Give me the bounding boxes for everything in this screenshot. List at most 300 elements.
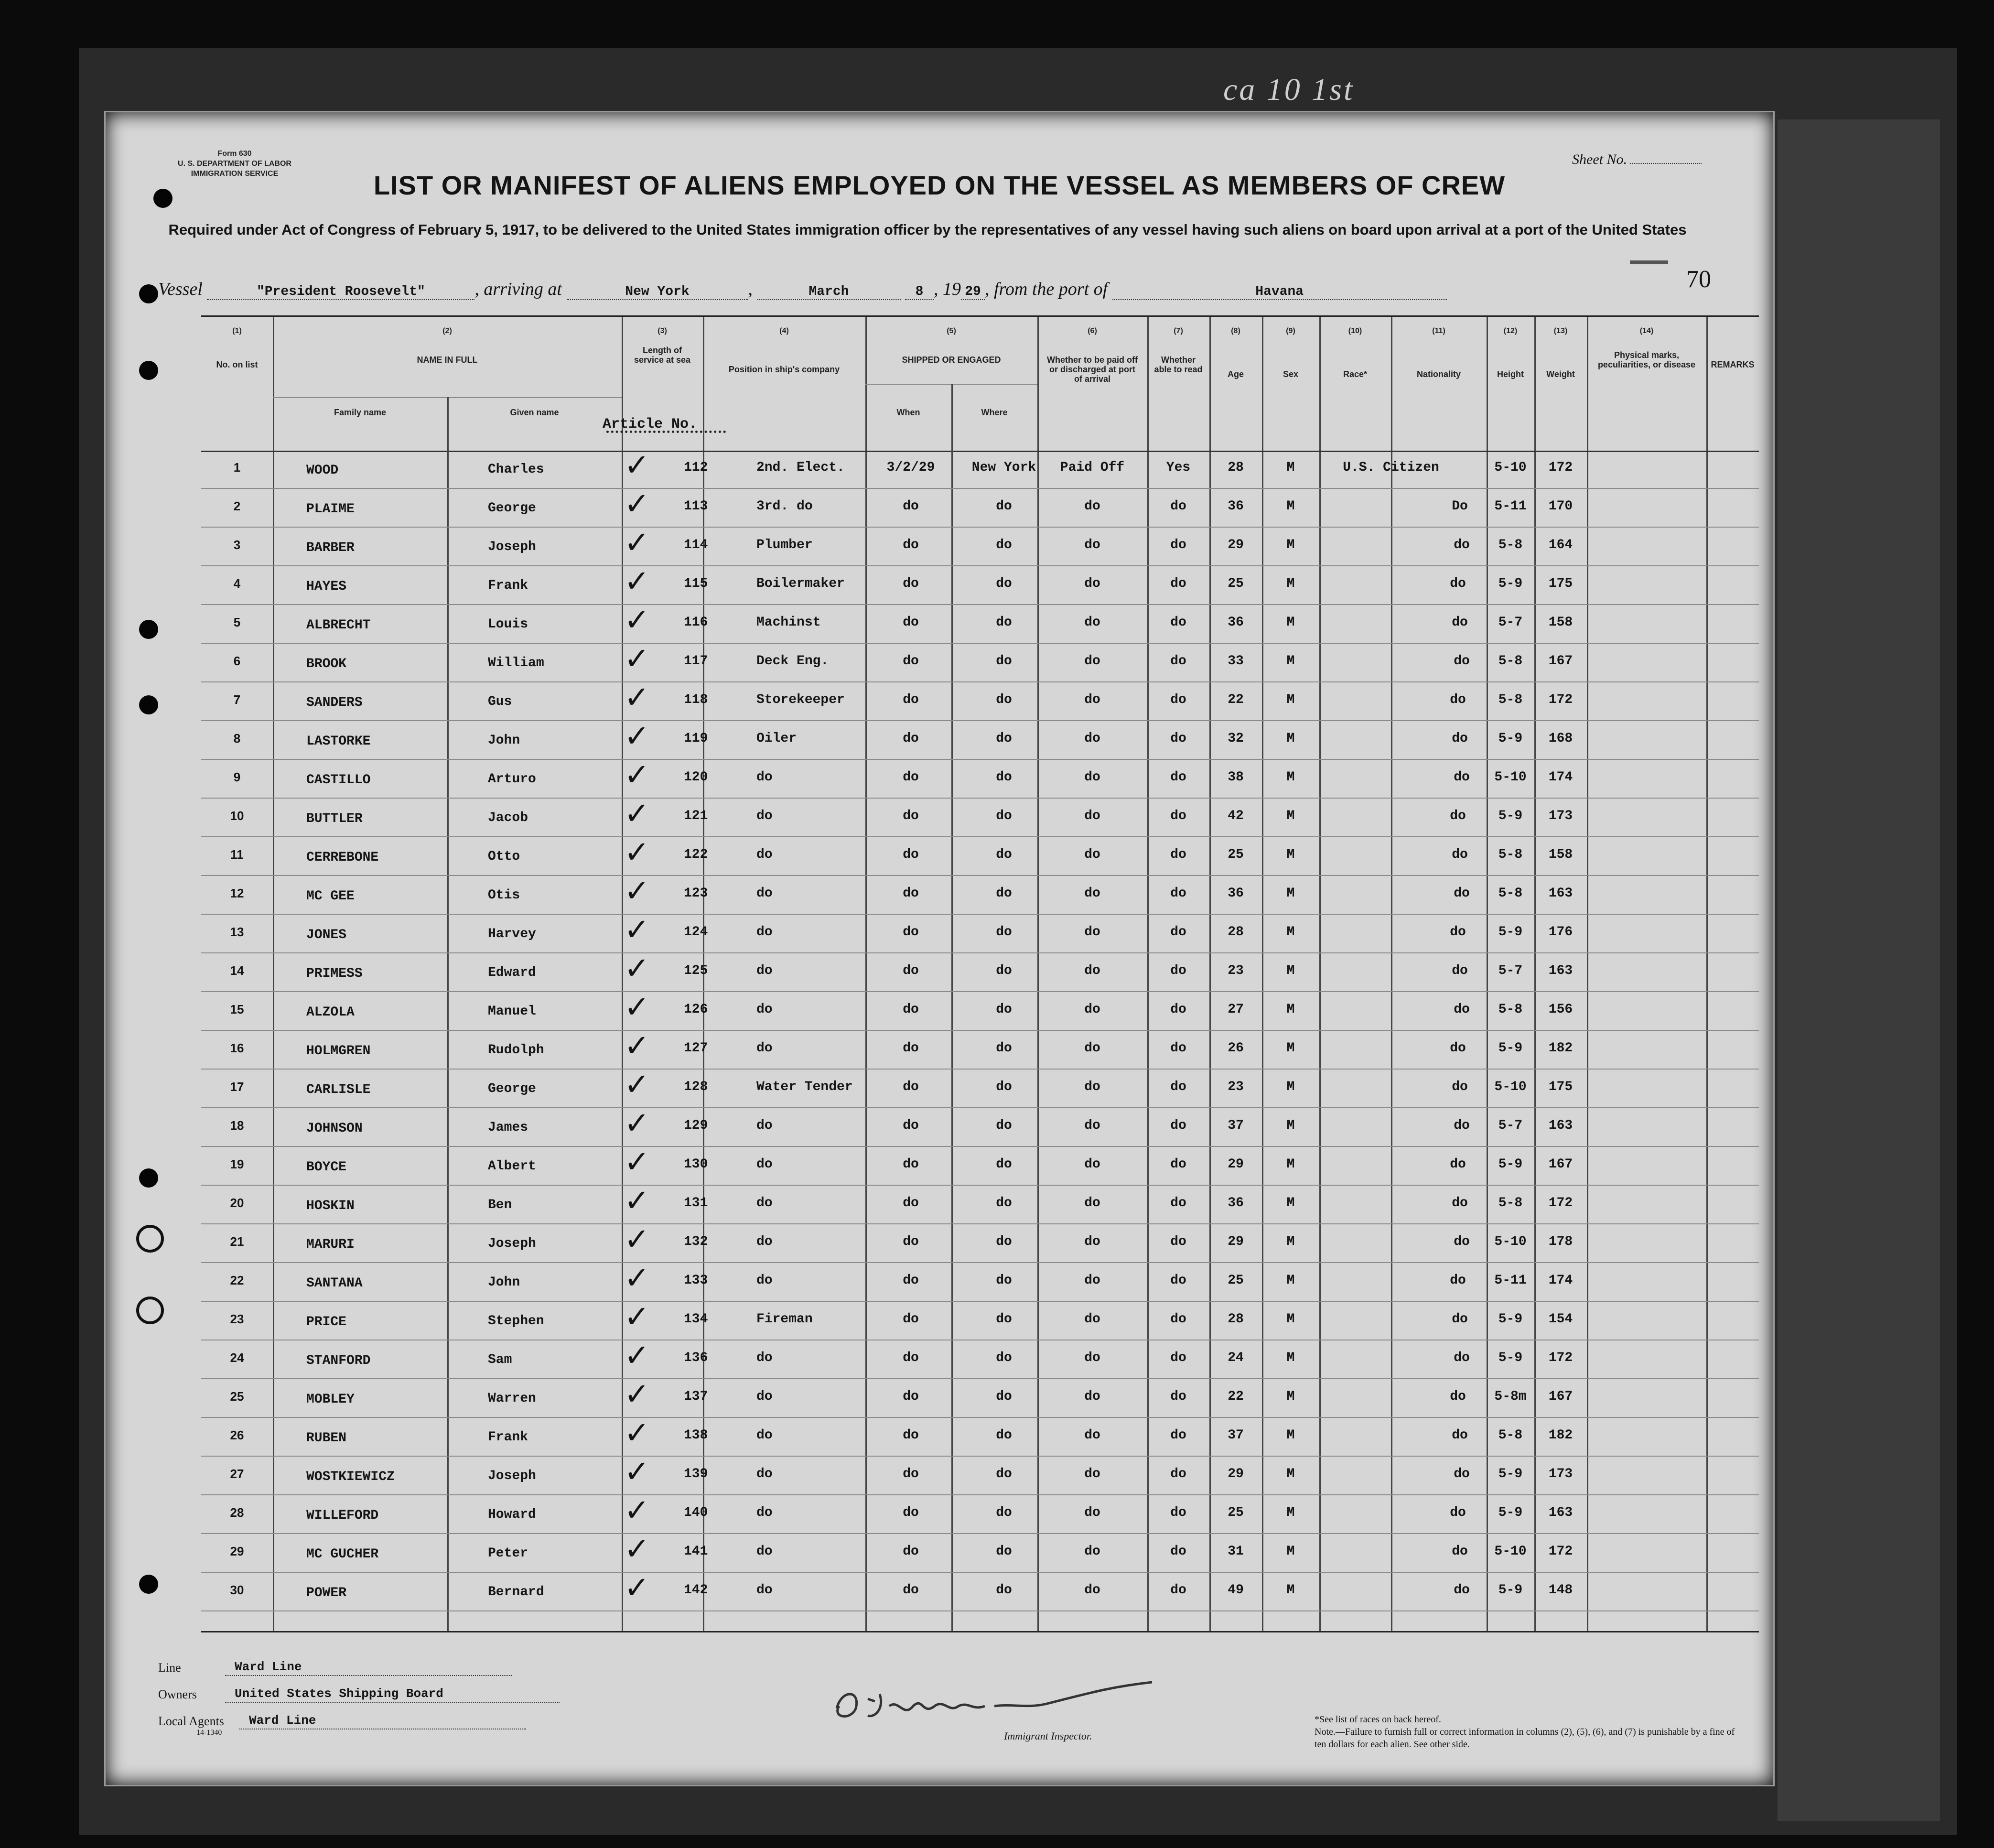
table-row: [201, 835, 1759, 876]
age-cell: 22: [1228, 1389, 1244, 1404]
vessel-label: Vessel: [158, 279, 203, 299]
height-cell: 5-10: [1494, 1234, 1527, 1249]
sheet-number: [1572, 151, 1702, 168]
age-cell: 37: [1228, 1118, 1244, 1133]
sex-cell: M: [1286, 1196, 1295, 1210]
nationality-cell: do: [1454, 1234, 1470, 1249]
able-to-read-cell: do: [1170, 1002, 1186, 1017]
nationality-cell: do: [1452, 1080, 1468, 1094]
table-row: [201, 525, 1759, 566]
row-rule: [201, 1456, 1759, 1457]
given-name-cell: Gus: [488, 694, 512, 709]
shipped-when-cell: do: [903, 1312, 919, 1327]
family-name-header: Family name: [334, 408, 387, 417]
age-cell: 36: [1228, 1196, 1244, 1210]
shipped-when-cell: do: [903, 1118, 919, 1133]
family-name-cell: WOOD: [306, 463, 339, 478]
col2-header: NAME IN FULL: [417, 355, 478, 365]
sex-cell: M: [1286, 654, 1295, 669]
height-cell: 5-10: [1494, 770, 1527, 785]
line-value: Ward Line: [225, 1660, 512, 1676]
paid-off-cell: do: [1084, 847, 1100, 862]
nationality-cell: do: [1450, 692, 1466, 707]
shipped-where-cell: do: [996, 1505, 1012, 1520]
height-cell: 5-9: [1498, 1467, 1523, 1481]
table-row: [201, 448, 1759, 489]
position-cell: do: [756, 1351, 773, 1365]
shipped-when-cell: do: [903, 925, 919, 940]
weight-cell: 172: [1548, 1544, 1573, 1559]
punch-hole-ring: [136, 1225, 164, 1253]
check-mark-icon: ✓: [624, 1299, 650, 1335]
row-rule: [201, 1610, 1759, 1611]
from-port: Havana: [1112, 284, 1447, 300]
row-number-cell: 1: [233, 460, 241, 475]
able-to-read-cell: do: [1170, 1389, 1186, 1404]
able-to-read-cell: do: [1170, 538, 1186, 552]
able-to-read-cell: do: [1170, 1467, 1186, 1481]
paid-off-cell: do: [1084, 1351, 1100, 1365]
given-name-cell: Albert: [488, 1159, 536, 1174]
age-cell: 32: [1228, 731, 1244, 746]
table-row: [201, 1183, 1759, 1224]
able-to-read-cell: do: [1170, 1118, 1186, 1133]
position-cell: do: [756, 1002, 773, 1017]
sex-cell: M: [1286, 1428, 1295, 1443]
from-label: , from the port of: [985, 279, 1108, 299]
weight-cell: 168: [1548, 731, 1573, 746]
height-cell: 5-9: [1498, 1157, 1523, 1172]
table-row: [201, 876, 1759, 915]
able-to-read-cell: Yes: [1166, 460, 1191, 475]
sheet-number-blank: [1630, 163, 1702, 164]
check-mark-icon: ✓: [624, 1532, 650, 1567]
nationality-cell: do: [1452, 1428, 1468, 1443]
age-cell: 27: [1228, 1002, 1244, 1017]
height-cell: 5-9: [1498, 1583, 1523, 1598]
able-to-read-cell: do: [1170, 925, 1186, 940]
punch-hole: [139, 361, 158, 380]
given-name-cell: Joseph: [488, 540, 536, 554]
shipped-when-cell: do: [903, 770, 919, 785]
paid-off-cell: do: [1084, 1118, 1100, 1133]
row-rule: [201, 1223, 1759, 1224]
shipped-where-cell: do: [996, 1118, 1012, 1133]
row-number-cell: 3: [233, 538, 241, 552]
race-cell: U.S. Citizen: [1343, 460, 1439, 475]
shipped-where-cell: do: [996, 692, 1012, 707]
article-number-cell: 132: [684, 1234, 708, 1249]
height-cell: 5-8: [1498, 886, 1523, 901]
manifest-sheet: [104, 111, 1775, 1786]
col6-number: (6): [1088, 327, 1097, 335]
shipped-where-cell: do: [996, 886, 1012, 901]
age-cell: 38: [1228, 770, 1244, 785]
nationality-cell: do: [1450, 1273, 1466, 1288]
position-cell: do: [756, 886, 773, 901]
row-number-cell: 29: [230, 1544, 244, 1558]
age-cell: 36: [1228, 886, 1244, 901]
row-rule: [201, 1185, 1759, 1186]
position-cell: do: [756, 1467, 773, 1481]
article-number-cell: 127: [684, 1041, 708, 1056]
sex-cell: M: [1286, 1002, 1295, 1017]
shipped-where-cell: do: [996, 731, 1012, 746]
weight-cell: 167: [1548, 1157, 1573, 1172]
sex-cell: M: [1286, 1273, 1295, 1288]
given-name-cell: George: [488, 1081, 536, 1096]
check-mark-icon: ✓: [624, 1338, 650, 1373]
family-name-cell: STANFORD: [306, 1353, 371, 1368]
given-name-cell: Frank: [488, 578, 528, 593]
age-cell: 31: [1228, 1544, 1244, 1559]
able-to-read-cell: do: [1170, 1157, 1186, 1172]
nationality-cell: do: [1452, 615, 1468, 630]
row-number-cell: 16: [230, 1041, 244, 1055]
position-cell: do: [756, 1505, 773, 1520]
table-row: [201, 1222, 1759, 1263]
family-name-cell: ALZOLA: [306, 1005, 355, 1020]
sex-cell: M: [1286, 460, 1295, 475]
row-rule: [201, 1030, 1759, 1031]
weight-cell: 172: [1548, 1196, 1573, 1210]
department: U. S. DEPARTMENT OF LABOR: [178, 160, 291, 168]
row-rule: [201, 836, 1759, 837]
article-number-cell: 118: [684, 692, 708, 707]
able-to-read-cell: do: [1170, 847, 1186, 862]
col12-number: (12): [1503, 327, 1518, 335]
sex-cell: M: [1286, 615, 1295, 630]
nationality-cell: do: [1450, 925, 1466, 940]
given-name-cell: Otto: [488, 849, 520, 864]
page-number: [1686, 265, 1711, 293]
age-cell: 36: [1228, 615, 1244, 630]
col1-header: No. on list: [216, 360, 258, 369]
punch-hole-ring: [136, 1297, 164, 1324]
nationality-cell: do: [1452, 731, 1468, 746]
shipped-when-cell: do: [903, 1467, 919, 1481]
given-name-cell: Joseph: [488, 1469, 536, 1483]
corner-handwritten-note: ca 10 1st: [1223, 72, 1355, 107]
signature-text: D J Warner: [851, 1725, 853, 1726]
age-cell: 23: [1228, 963, 1244, 978]
form-code: 14-1340: [196, 1729, 222, 1737]
article-number-cell: 141: [684, 1544, 708, 1559]
sex-cell: M: [1286, 1080, 1295, 1094]
shipped-when-cell: do: [903, 1196, 919, 1210]
able-to-read-cell: do: [1170, 963, 1186, 978]
article-number-cell: 126: [684, 1002, 708, 1017]
nationality-cell: do: [1450, 1041, 1466, 1056]
owners-value: United States Shipping Board: [225, 1686, 560, 1703]
row-number-cell: 14: [230, 963, 244, 978]
paid-off-cell: do: [1084, 1080, 1100, 1094]
check-mark-icon: ✓: [624, 486, 650, 522]
age-cell: 29: [1228, 538, 1244, 552]
shipped-when-cell: do: [903, 1428, 919, 1443]
able-to-read-cell: do: [1170, 576, 1186, 591]
position-cell: Storekeeper: [756, 692, 845, 707]
position-cell: do: [756, 1389, 773, 1404]
row-rule: [201, 1301, 1759, 1302]
row-rule: [201, 759, 1759, 760]
punch-hole: [139, 620, 158, 639]
sex-cell: M: [1286, 886, 1295, 901]
check-mark-icon: ✓: [624, 1067, 650, 1102]
family-name-cell: PRIMESS: [306, 966, 363, 981]
agents-value: Ward Line: [239, 1713, 526, 1729]
check-mark-icon: ✓: [624, 796, 650, 832]
row-number-cell: 17: [230, 1080, 244, 1094]
family-name-cell: BOYCE: [306, 1160, 347, 1175]
table-row: [201, 1418, 1759, 1457]
age-header: Age: [1227, 369, 1244, 379]
family-name-cell: CARLISLE: [306, 1082, 371, 1097]
row-rule: [201, 798, 1759, 799]
shipped-when-cell: do: [903, 1157, 919, 1172]
weight-cell: 158: [1548, 615, 1573, 630]
check-mark-icon: ✓: [624, 1222, 650, 1257]
shipped-where-cell: do: [996, 654, 1012, 669]
sex-cell: M: [1286, 925, 1295, 940]
family-name-cell: POWER: [306, 1586, 347, 1600]
race-footnote: *See list of races on back hereof.: [1315, 1714, 1441, 1725]
weight-cell: 178: [1548, 1234, 1573, 1249]
height-cell: 5-8: [1498, 692, 1523, 707]
service: IMMIGRATION SERVICE: [191, 170, 279, 178]
given-name-cell: Harvey: [488, 927, 536, 941]
nationality-cell: Do: [1452, 499, 1468, 514]
table-row: [201, 1147, 1759, 1186]
owners-label: Owners: [158, 1687, 197, 1701]
family-name-cell: MARURI: [306, 1237, 355, 1252]
age-cell: 29: [1228, 1157, 1244, 1172]
arrival-month: March: [757, 284, 901, 300]
given-name-cell: Jacob: [488, 811, 528, 825]
nationality-cell: do: [1454, 1583, 1470, 1598]
row-number-cell: 6: [233, 654, 241, 668]
weight-cell: 174: [1548, 1273, 1573, 1288]
table-row: [201, 951, 1759, 992]
paid-off-cell: do: [1084, 692, 1100, 707]
given-name-cell: Rudolph: [488, 1043, 544, 1058]
year-suffix: 29: [961, 284, 985, 300]
able-to-read-cell: do: [1170, 731, 1186, 746]
given-name-cell: Louis: [488, 617, 528, 632]
able-to-read-cell: do: [1170, 1312, 1186, 1327]
paid-off-cell: do: [1084, 1312, 1100, 1327]
shipped-when-cell: do: [903, 1273, 919, 1288]
sex-cell: M: [1286, 1234, 1295, 1249]
row-number-cell: 30: [230, 1583, 244, 1597]
row-number-cell: 28: [230, 1505, 244, 1520]
sex-cell: M: [1286, 499, 1295, 514]
given-name-cell: Stephen: [488, 1314, 544, 1329]
shipped-where-cell: do: [996, 1157, 1012, 1172]
row-number-cell: 8: [233, 731, 241, 746]
weight-cell: 175: [1548, 576, 1573, 591]
age-cell: 28: [1228, 1312, 1244, 1327]
shipped-where-cell: do: [996, 1312, 1012, 1327]
article-number-cell: 136: [684, 1351, 708, 1365]
given-name-cell: Manuel: [488, 1004, 536, 1019]
nationality-cell: do: [1454, 654, 1470, 669]
position-cell: do: [756, 925, 773, 940]
age-cell: 24: [1228, 1351, 1244, 1365]
check-mark-icon: ✓: [624, 1106, 650, 1141]
age-cell: 22: [1228, 692, 1244, 707]
family-name-cell: PLAIME: [306, 502, 355, 517]
weight-cell: 173: [1548, 809, 1573, 823]
paid-off-cell: do: [1084, 576, 1100, 591]
sex-cell: M: [1286, 1351, 1295, 1365]
given-name-cell: Warren: [488, 1391, 536, 1406]
sex-cell: M: [1286, 576, 1295, 591]
shipped-where-cell: do: [996, 1428, 1012, 1443]
col6-header: Whether to be paid off or discharged at port of arrival: [1047, 355, 1138, 384]
row-rule: [201, 1107, 1759, 1108]
check-mark-icon: ✓: [624, 1377, 650, 1412]
nationality-cell: do: [1452, 847, 1468, 862]
family-name-cell: WOSTKIEWICZ: [306, 1470, 395, 1484]
age-cell: 25: [1228, 1505, 1244, 1520]
shipped-where-cell: do: [996, 615, 1012, 630]
row-number-cell: 22: [230, 1273, 244, 1287]
nationality-cell: do: [1452, 1196, 1468, 1210]
paid-off-cell: do: [1084, 1583, 1100, 1598]
check-mark-icon: ✓: [624, 1416, 650, 1451]
family-name-cell: MC GUCHER: [306, 1547, 379, 1562]
family-name-cell: HOSKIN: [306, 1199, 355, 1213]
weight-cell: 163: [1548, 1505, 1573, 1520]
paid-off-cell: do: [1084, 731, 1100, 746]
nationality-cell: do: [1454, 1467, 1470, 1481]
row-number-cell: 25: [230, 1389, 244, 1404]
position-cell: Plumber: [756, 538, 813, 552]
col2-number: (2): [442, 327, 452, 335]
article-number-cell: 117: [684, 654, 708, 669]
paid-off-cell: do: [1084, 925, 1100, 940]
given-name-cell: Sam: [488, 1352, 512, 1367]
weight-cell: 182: [1548, 1428, 1573, 1443]
table-row: [201, 1338, 1759, 1379]
article-number-cell: 121: [684, 809, 708, 823]
height-cell: 5-8: [1498, 654, 1523, 669]
sex-cell: M: [1286, 1583, 1295, 1598]
able-to-read-cell: do: [1170, 499, 1186, 514]
table-row: [201, 641, 1759, 682]
shipped-when-cell: do: [903, 654, 919, 669]
sheet-label: Sheet No.: [1572, 151, 1627, 167]
row-number-cell: 19: [230, 1157, 244, 1171]
paid-off-cell: do: [1084, 809, 1100, 823]
height-cell: 5-11: [1494, 499, 1527, 514]
form-number: Form 630: [217, 150, 252, 158]
sex-cell: M: [1286, 1389, 1295, 1404]
given-name-cell: John: [488, 1275, 520, 1290]
row-number-cell: 12: [230, 886, 244, 900]
crew-table: [201, 315, 1759, 1632]
shipped-where-cell: do: [996, 499, 1012, 514]
check-mark-icon: ✓: [624, 835, 650, 870]
arriving-port: New York: [567, 284, 748, 300]
table-row: [201, 1028, 1759, 1070]
check-mark-icon: ✓: [624, 1183, 650, 1219]
sex-cell: M: [1286, 770, 1295, 785]
height-cell: 5-7: [1498, 1118, 1523, 1133]
paid-off-cell: do: [1084, 1196, 1100, 1210]
col4-number: (4): [779, 327, 789, 335]
col1-number: (1): [232, 327, 242, 335]
col10-number: (10): [1348, 327, 1362, 335]
row-number-cell: 23: [230, 1312, 244, 1326]
line-label: Line: [158, 1661, 181, 1675]
sex-cell: M: [1286, 1157, 1295, 1172]
check-mark-icon: ✓: [624, 564, 650, 599]
able-to-read-cell: do: [1170, 1544, 1186, 1559]
col4-header: Position in ship's company: [728, 365, 840, 374]
article-number-cell: 139: [684, 1467, 708, 1481]
article-number-cell: 137: [684, 1389, 708, 1404]
paid-off-cell: do: [1084, 1467, 1100, 1481]
paid-off-cell: do: [1084, 1041, 1100, 1056]
height-cell: 5-8: [1498, 1428, 1523, 1443]
shipped-where-cell: do: [996, 809, 1012, 823]
table-row: [201, 1493, 1759, 1534]
position-cell: Oiler: [756, 731, 797, 746]
check-mark-icon: ✓: [624, 990, 650, 1025]
article-number-cell: 119: [684, 731, 708, 746]
table-row: [201, 1532, 1759, 1573]
table-row: [201, 1067, 1759, 1108]
height-cell: 5-9: [1498, 925, 1523, 940]
age-cell: 25: [1228, 576, 1244, 591]
row-number-cell: 7: [233, 692, 241, 707]
shipped-where-cell: do: [996, 963, 1012, 978]
able-to-read-cell: do: [1170, 1080, 1186, 1094]
row-rule: [201, 720, 1759, 721]
age-cell: 33: [1228, 654, 1244, 669]
age-cell: 29: [1228, 1467, 1244, 1481]
row-number-cell: 11: [230, 847, 244, 862]
height-header: Height: [1497, 369, 1524, 379]
row-number-cell: 27: [230, 1467, 244, 1481]
able-to-read-cell: do: [1170, 654, 1186, 669]
family-name-cell: PRICE: [306, 1315, 347, 1329]
nationality-cell: do: [1452, 1312, 1468, 1327]
able-to-read-cell: do: [1170, 615, 1186, 630]
article-number-label: Article No.: [603, 416, 698, 432]
sex-cell: M: [1286, 1505, 1295, 1520]
family-name-cell: JONES: [306, 928, 347, 942]
vessel-name: "President Roosevelt": [207, 284, 474, 300]
given-name-cell: Ben: [488, 1198, 512, 1212]
nationality-cell: do: [1454, 538, 1470, 552]
table-row: [201, 1261, 1759, 1302]
able-to-read-cell: do: [1170, 1428, 1186, 1443]
position-cell: Fireman: [756, 1312, 813, 1327]
table-row: [201, 719, 1759, 760]
height-cell: 5-9: [1498, 1351, 1523, 1365]
row-number-cell: 9: [233, 770, 241, 784]
weight-cell: 174: [1548, 770, 1573, 785]
height-cell: 5-10: [1494, 1080, 1527, 1094]
row-number-cell: 15: [230, 1002, 244, 1016]
shipped-where-cell: do: [996, 1544, 1012, 1559]
family-name-cell: BROOK: [306, 657, 347, 671]
row-rule: [201, 1146, 1759, 1147]
paid-off-cell: do: [1084, 1157, 1100, 1172]
